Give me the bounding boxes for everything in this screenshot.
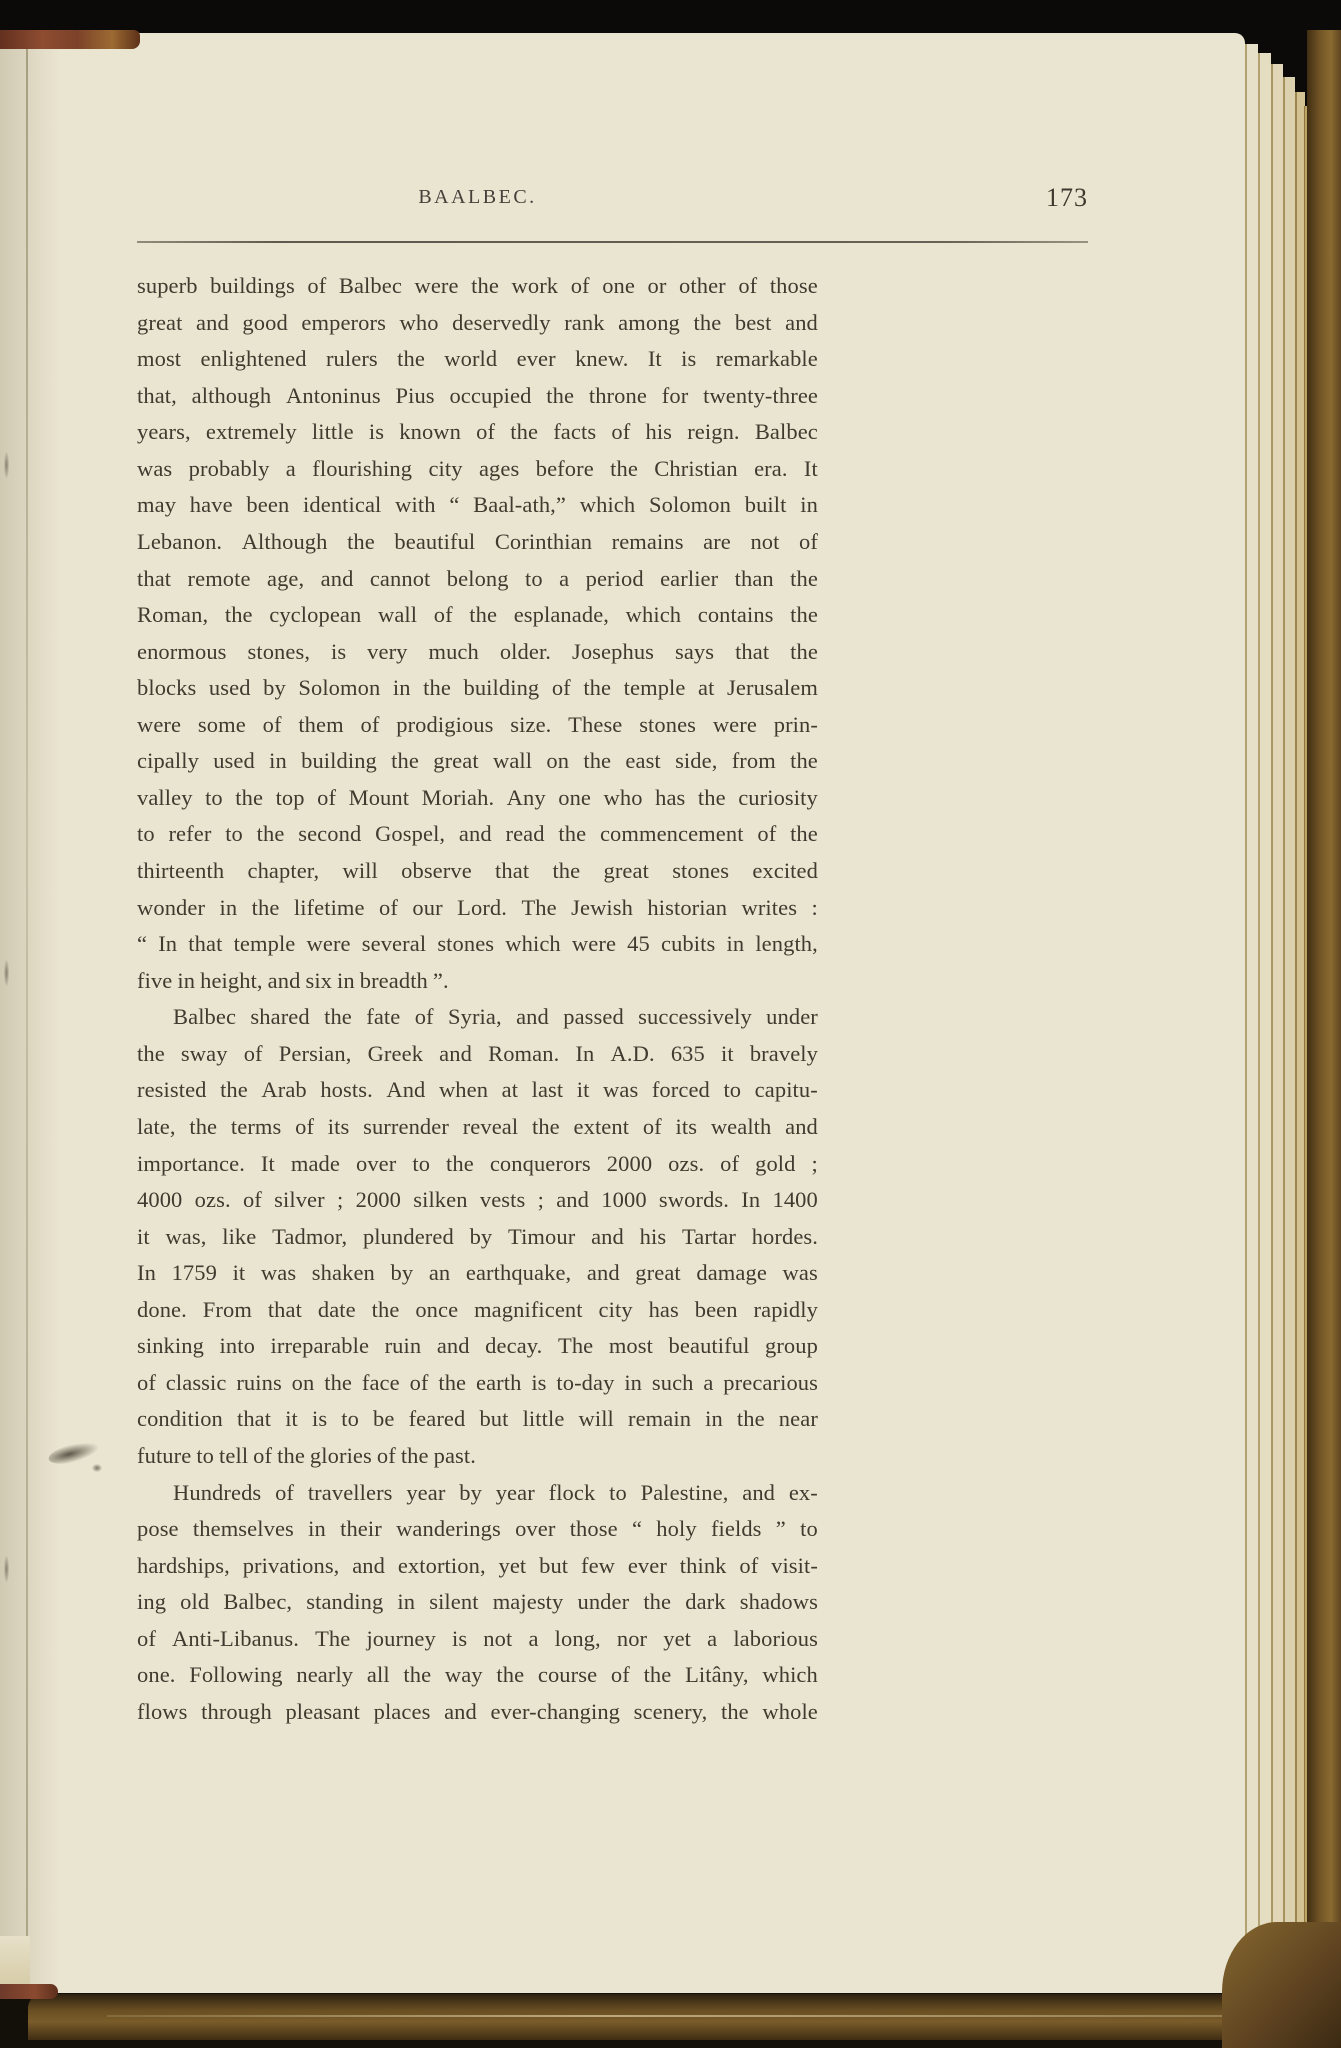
page-edge	[1258, 53, 1271, 1987]
body-line: Roman, the cyclopean wall of the esplanade, which contains the	[137, 602, 818, 628]
body-line: done. From that date the once magnificent city has been rapidly	[137, 1296, 818, 1322]
body-line: to refer to the second Gospel, and read the commencement of the	[137, 821, 818, 847]
body-line: enormous stones, is very much older. Josephus says that the	[137, 638, 818, 664]
body-line: Balbec shared the fate of Syria, and passed successively under	[173, 1004, 818, 1030]
book-page	[0, 33, 1245, 1993]
page-number: 173	[1046, 183, 1088, 212]
body-line: the sway of Persian, Greek and Roman. In A.D. 635 it bravely	[137, 1040, 818, 1066]
body-line: one. Following nearly all the way the course of the Litâny, which	[137, 1662, 818, 1688]
body-line: of Anti-Libanus. The journey is not a long, nor yet a laborious	[137, 1625, 818, 1651]
body-line: that remote age, and cannot belong to a period earlier than the	[137, 565, 818, 591]
body-line: importance. It made over to the conquerors 2000 ozs. of gold ;	[137, 1150, 818, 1176]
body-line: were some of them of prodigious size. These stones were prin-	[137, 711, 818, 737]
book-cover-corner	[1222, 1922, 1341, 2048]
ink-smudge	[92, 1464, 102, 1472]
body-line: 4000 ozs. of silver ; 2000 silken vests ; and 1000 swords. In 1400	[137, 1187, 818, 1213]
book-cover-edge-bottom	[28, 1994, 1341, 2040]
gutter-crease	[26, 49, 28, 1991]
body-line: may have been identical with “ Baal-ath,” which Solomon built in	[137, 492, 818, 518]
body-line: five in height, and six in breadth ”.	[137, 967, 449, 993]
body-line: it was, like Tadmor, plundered by Timour and his Tartar hordes.	[137, 1223, 818, 1249]
body-line: pose themselves in their wanderings over those “ holy fields ” to	[137, 1516, 818, 1542]
body-line: wonder in the lifetime of our Lord. The Jewish historian writes :	[137, 894, 818, 920]
margin-mark	[4, 1556, 9, 1582]
body-line: future to tell of the glories of the past.	[137, 1443, 476, 1468]
margin-mark	[4, 452, 9, 478]
body-line: condition that it is to be feared but little will remain in the near	[137, 1406, 818, 1432]
body-line: Hundreds of travellers year by year flock to Palestine, and ex-	[173, 1479, 818, 1505]
body-line: most enlightened rulers the world ever knew. It is remarkable	[137, 346, 818, 372]
body-line: of classic ruins on the face of the earth is to-day in such a precarious	[137, 1369, 818, 1395]
book-cover-edge-right	[1307, 30, 1341, 2048]
body-line: valley to the top of Mount Moriah. Any one who has the curiosity	[137, 784, 818, 810]
running-header: BAALBEC.	[418, 186, 537, 208]
body-line: “ In that temple were several stones which were 45 cubits in length,	[137, 931, 818, 957]
header-rule	[137, 241, 1088, 243]
body-line: ing old Balbec, standing in silent majesty under the dark shadows	[137, 1589, 818, 1615]
body-line: superb buildings of Balbec were the work of one or other of those	[137, 273, 818, 298]
body-text	[137, 268, 818, 1731]
body-line: was probably a flourishing city ages before the Christian era. It	[137, 455, 818, 481]
body-line: blocks used by Solomon in the building of the temple at Jerusalem	[137, 675, 818, 701]
body-line: hardships, privations, and extortion, yet but few ever think of visit-	[137, 1552, 818, 1578]
body-line: resisted the Arab hosts. And when at last it was forced to capitu-	[137, 1077, 818, 1103]
headband	[0, 30, 140, 49]
margin-mark	[4, 960, 9, 986]
page-edge	[1271, 64, 1283, 1986]
body-line: late, the terms of its surrender reveal the extent of its wealth and	[137, 1113, 818, 1139]
body-line: cipally used in building the great wall on the east side, from the	[137, 748, 818, 774]
body-line: great and good emperors who deservedly rank among the best and	[137, 309, 818, 335]
body-line: Lebanon. Although the beautiful Corinthian remains are not of	[137, 528, 818, 554]
page-edge	[1245, 44, 1258, 1990]
page-edge	[1283, 77, 1295, 1985]
body-line: In 1759 it was shaken by an earthquake, and great damage was	[137, 1260, 818, 1286]
page-edge-bottom-left	[0, 1936, 30, 1988]
body-line: sinking into irreparable ruin and decay. The most beautiful group	[137, 1333, 818, 1359]
gutter-shade	[0, 33, 60, 1993]
body-line: flows through pleasant places and ever-changing scenery, the whole	[137, 1698, 818, 1724]
endband-bottom	[0, 1984, 58, 1999]
body-line: that, although Antoninus Pius occupied the throne for twenty-three	[137, 382, 818, 408]
body-line: thirteenth chapter, will observe that the great stones excited	[137, 858, 818, 883]
body-line: years, extremely little is known of the facts of his reign. Balbec	[137, 419, 818, 445]
